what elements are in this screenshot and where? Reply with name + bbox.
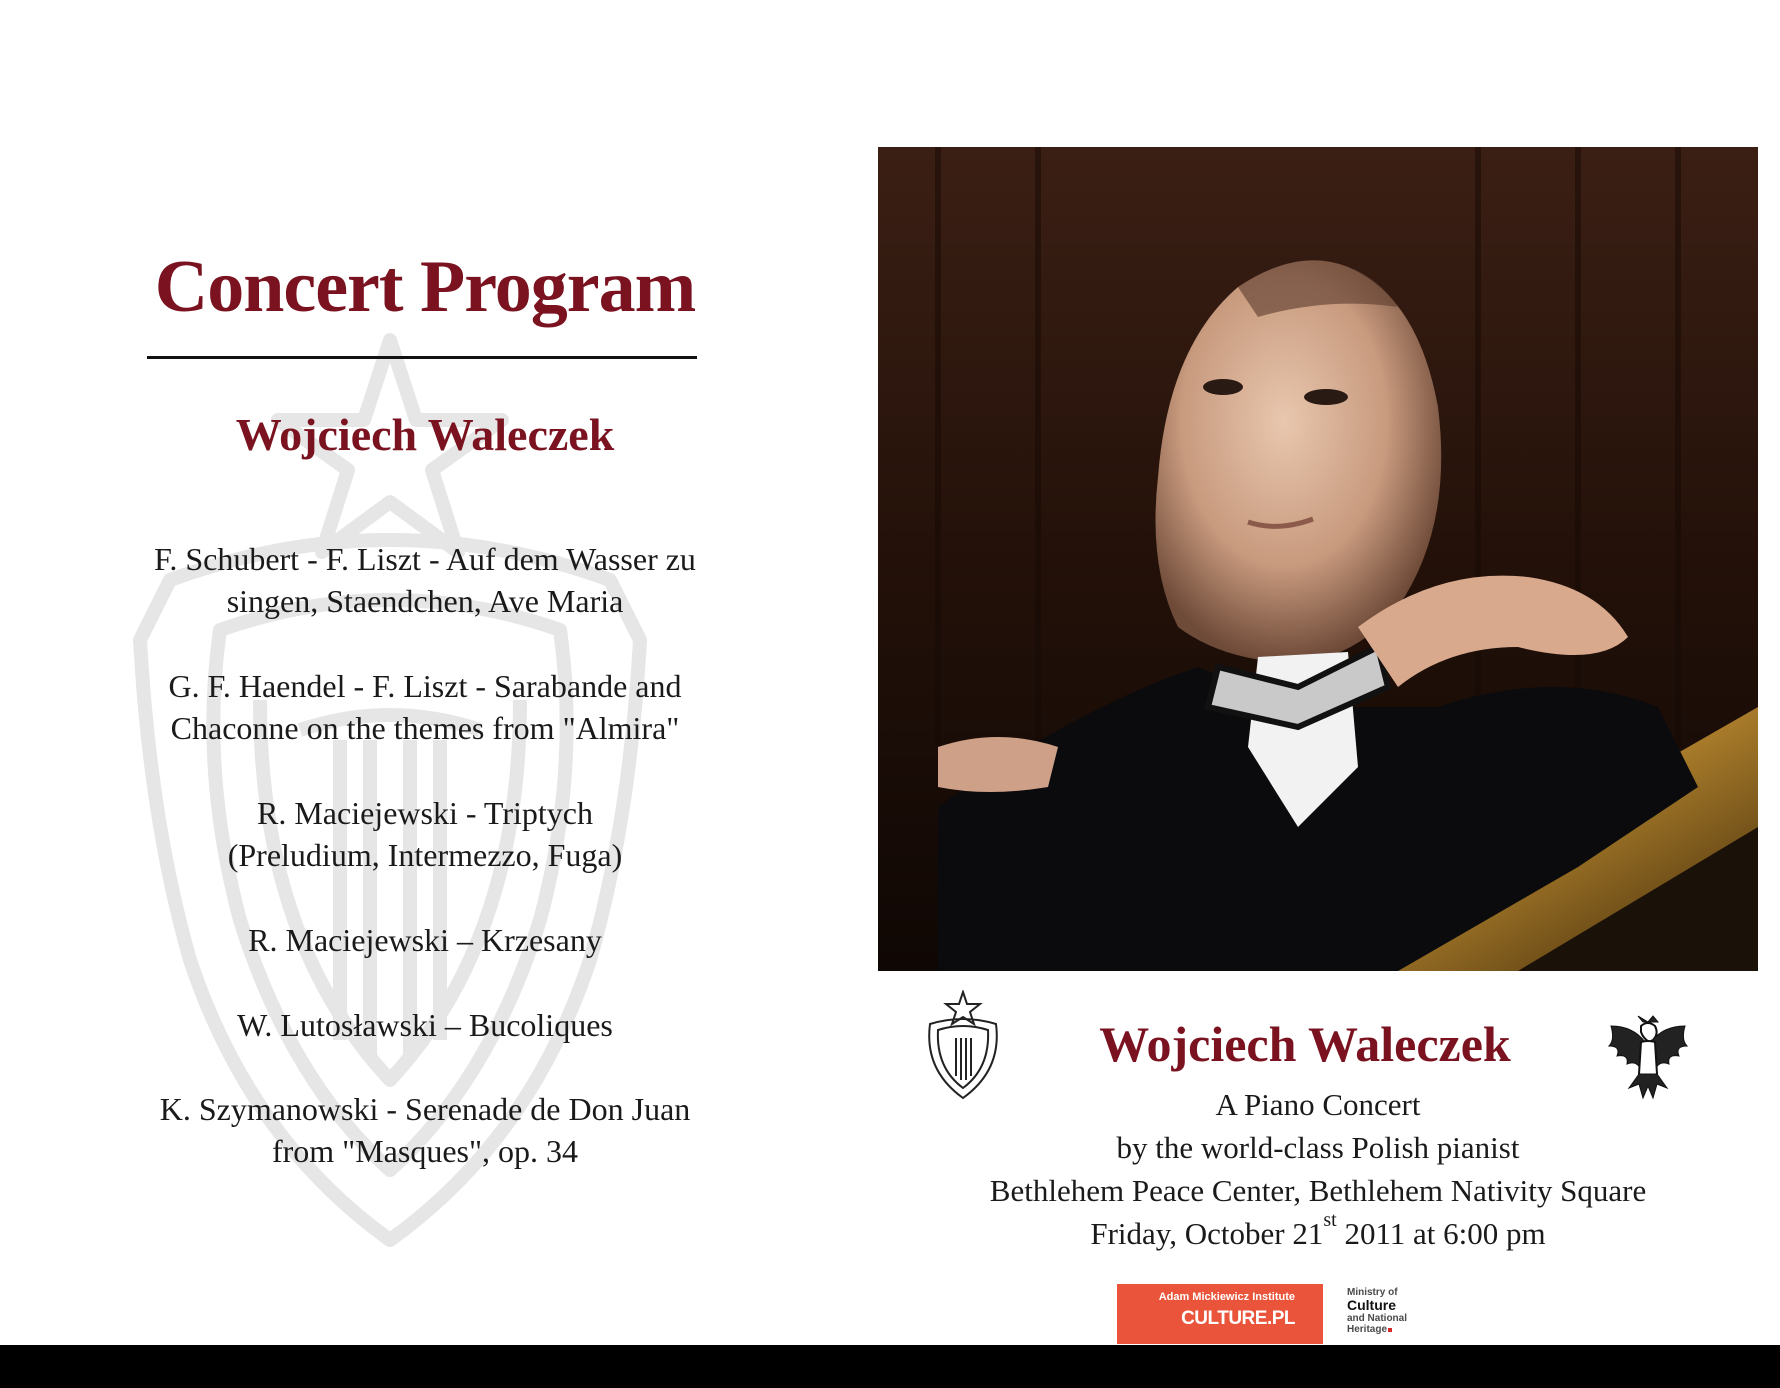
ministry-line: Culture [1347, 1297, 1396, 1313]
concert-date-time: 2011 at 6:00 pm [1336, 1216, 1546, 1251]
program-item [110, 665, 740, 749]
program-item [110, 538, 740, 622]
concert-date-ordinal: st [1323, 1209, 1337, 1231]
red-dot-icon [1388, 1328, 1392, 1332]
program-item-line: Chaconne on the themes from "Almira" [170, 710, 680, 746]
ministry-line: Ministry of [1347, 1287, 1398, 1298]
program-item-line: from "Masques", op. 34 [271, 1133, 579, 1169]
concert-performer-name: Wojciech Waleczek [1099, 1016, 1511, 1072]
ministry-line [1347, 1324, 1457, 1335]
program-item-line: R. Maciejewski – Krzesany [248, 922, 602, 958]
program-item-line: K. Szymanowski - Serenade de Don Juan [159, 1091, 691, 1127]
program-item [110, 1088, 740, 1172]
program-item-line: W. Lutosławski – Bucoliques [237, 1007, 613, 1043]
program-item-line: (Preludium, Intermezzo, Fuga) [227, 837, 623, 873]
ministry-heritage: Heritage [1347, 1324, 1388, 1335]
concert-venue: Bethlehem Peace Center, Bethlehem Nativity Square [989, 1173, 1647, 1208]
program-title: Concert Program [154, 246, 696, 328]
concert-date [878, 1209, 1758, 1260]
title-divider [147, 356, 697, 359]
program-item [110, 792, 740, 876]
institute-name: Adam Mickiewicz Institute [1158, 1291, 1295, 1303]
concert-date-main: Friday, October 21 [1090, 1216, 1324, 1251]
program-item [110, 1004, 740, 1046]
concert-details [878, 1083, 1758, 1260]
adam-mickiewicz-institute-logo [1117, 1284, 1323, 1344]
program-item-line: F. Schubert - F. Liszt - Auf dem Wasser zu [154, 541, 696, 577]
concert-tagline: by the world-class Polish pianist [1116, 1130, 1520, 1165]
footer-bar [0, 1345, 1780, 1388]
program-item [110, 919, 740, 961]
concert-subtitle: A Piano Concert [1215, 1087, 1421, 1122]
pianist-photo [878, 147, 1758, 971]
program-item-line: G. F. Haendel - F. Liszt - Sarabande and [168, 668, 682, 704]
performer-name: Wojciech Waleczek [235, 409, 615, 460]
program-item-line: R. Maciejewski - Triptych [257, 795, 593, 831]
program-item-line: singen, Staendchen, Ave Maria [226, 583, 624, 619]
culture-pl-wordmark: CULTURE.PL [1181, 1308, 1295, 1329]
ministry-of-culture-logo [1347, 1287, 1457, 1335]
ministry-line: and National [1347, 1313, 1408, 1324]
program-list [110, 538, 740, 1215]
